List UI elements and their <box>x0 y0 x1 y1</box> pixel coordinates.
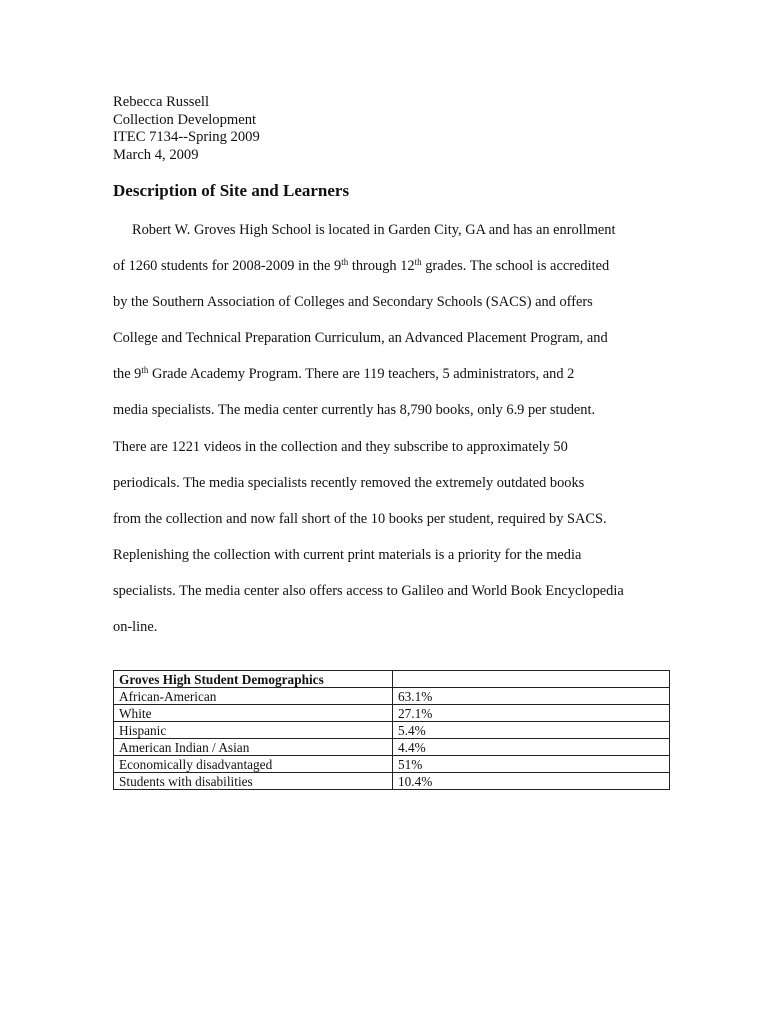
table-row <box>114 722 670 739</box>
table-title-value-cell <box>393 671 670 688</box>
line-text: through 12 <box>348 258 415 275</box>
row-label-cell: Hispanic <box>114 722 393 739</box>
line-text: the 9 <box>113 366 142 383</box>
line-text: Grade Academy Program. There are 119 teachers, 5 administrators, and 2 <box>148 366 575 383</box>
line-text: of 1260 students for 2008-2009 in the 9 <box>113 258 342 275</box>
table-header-row <box>114 671 670 688</box>
table-row <box>114 688 670 705</box>
paragraph-line: by the Southern Association of Colleges and Secondary Schools (SACS) and offers <box>113 294 593 311</box>
line-text: grades. The school is accredited <box>421 258 610 275</box>
row-value-cell: 4.4% <box>393 739 670 756</box>
paragraph-line: specialists. The media center also offers access to Galileo and World Book Encyclopedia <box>113 582 624 599</box>
row-value-cell: 10.4% <box>393 773 670 790</box>
row-value-cell: 5.4% <box>393 722 670 739</box>
document-date: March 4, 2009 <box>113 146 199 163</box>
paragraph-line <box>113 363 673 399</box>
table-row <box>114 739 670 756</box>
section-heading: Description of Site and Learners <box>113 181 350 200</box>
row-value-cell: 51% <box>393 756 670 773</box>
table-body <box>114 688 670 790</box>
superscript: th <box>141 365 149 376</box>
row-label-cell: Economically disadvantaged <box>114 756 393 773</box>
paragraph-line: from the collection and now fall short of the 10 books per student, required by SACS. <box>113 510 607 527</box>
row-label-cell: Students with disabilities <box>114 773 393 790</box>
author-name: Rebecca Russell <box>113 94 210 110</box>
row-value-cell: 63.1% <box>393 688 670 705</box>
row-label-cell: White <box>114 705 393 722</box>
course-name: Collection Development <box>113 111 257 128</box>
table-row <box>114 773 670 790</box>
superscript: th <box>414 257 422 268</box>
body-paragraph <box>113 219 673 652</box>
table-title-cell: Groves High Student Demographics <box>114 671 393 688</box>
superscript: th <box>341 257 349 268</box>
class-term: ITEC 7134--Spring 2009 <box>113 129 260 146</box>
row-label-cell: American Indian / Asian <box>114 739 393 756</box>
document-header <box>113 94 260 164</box>
paragraph-line: There are 1221 videos in the collection and they subscribe to approximately 50 <box>113 438 568 455</box>
table-row <box>114 705 670 722</box>
paragraph-line <box>113 255 673 291</box>
table-row <box>114 756 670 773</box>
paragraph-line: on-line. <box>113 619 158 636</box>
demographics-table <box>113 670 670 790</box>
paragraph-line: media specialists. The media center currently has 8,790 books, only 6.9 per student. <box>113 402 596 419</box>
paragraph-line: Robert W. Groves High School is located in Garden City, GA and has an enrollment <box>132 222 616 238</box>
paragraph-line: College and Technical Preparation Curriculum, an Advanced Placement Program, and <box>113 330 608 347</box>
paragraph-line: Replenishing the collection with current print materials is a priority for the media <box>113 546 582 563</box>
row-value-cell: 27.1% <box>393 705 670 722</box>
paragraph-line: periodicals. The media specialists recently removed the extremely outdated books <box>113 474 585 491</box>
row-label-cell: African-American <box>114 688 393 705</box>
